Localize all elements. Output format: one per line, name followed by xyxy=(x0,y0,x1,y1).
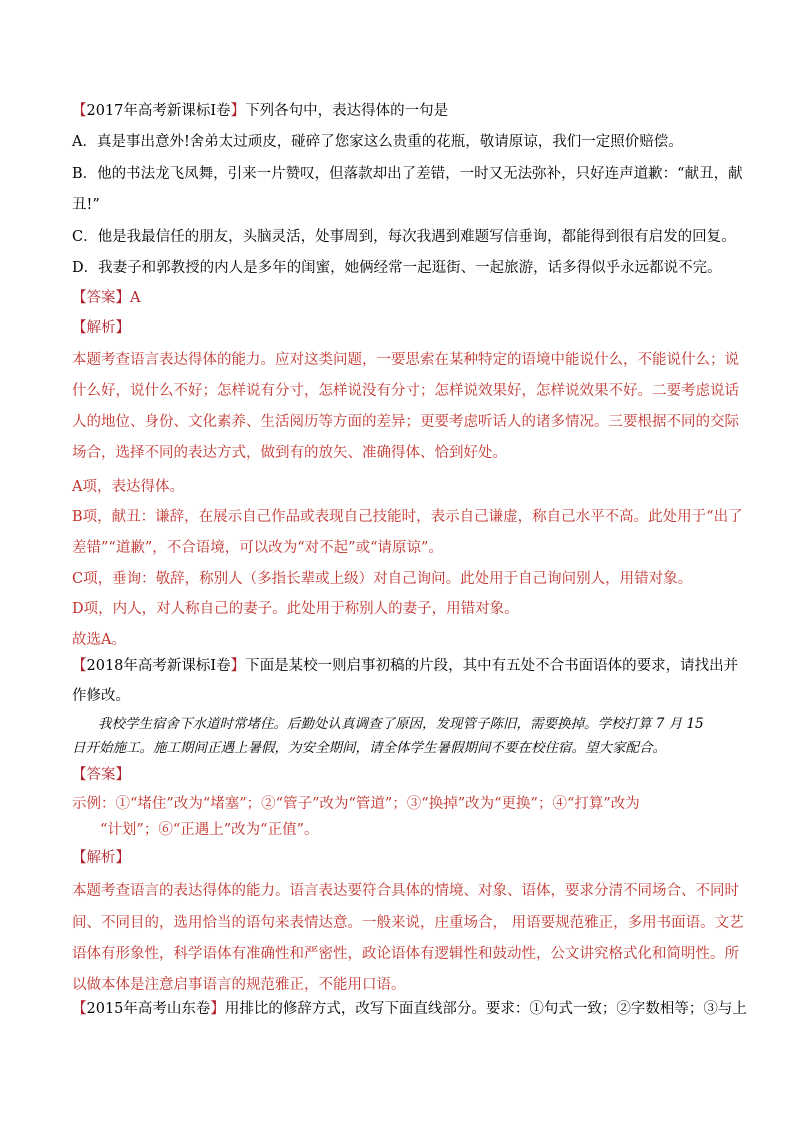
q2-notice-line-2: 日开始施工。施工期间正遇上暑假，为安全期间，请全体学生暑假期间不要在校住宿。望大家配合。 xyxy=(72,740,666,756)
q1-analysis-line-2: 什么好，说什么不好；怎样说有分寸，怎样说没有分寸；怎样说效果好，怎样说效果不好。二要考虑说话 xyxy=(72,383,739,399)
q2-source: 2018年高考新课标Ⅰ卷 xyxy=(86,658,231,674)
q1-option-b: B．他的书法龙飞凤舞，引来一片赞叹，但落款却出了差错，一时又无法弥补，只好连声道歉：“献丑，献 xyxy=(72,166,743,182)
q1-explain-b: B项，献丑：谦辞，在展示自己作品或表现自己技能时，表示自己谦虚，称自己水平不高。此处用于“出了 xyxy=(72,509,743,525)
q2-answer-label: 【答案】 xyxy=(72,767,130,783)
q1-explain-a: A项，表达得体。 xyxy=(72,479,184,495)
q1-explain-c: C项，垂询：敬辞，称别人（多指长辈或上级）对自己询问。此处用于自己询问别人，用错对象。 xyxy=(72,571,693,587)
q2-stem-line-2: 作修改。 xyxy=(72,688,130,704)
q1-header xyxy=(72,101,732,121)
q1-source-open: 【 xyxy=(72,103,87,119)
q1-stem: 下列各句中，表达得体的一句是 xyxy=(245,103,449,119)
q2-notice-line-1: 我校学生宿舍下水道时常堵住。后勤处认真调查了原因，发现管子陈旧，需要换掉。学校打算 7 月 15 xyxy=(98,716,704,732)
q2-answer-line-1: 示例：①“堵住”改为“堵塞”；②“管子”改为“管道”；③“换掉”改为“更换”；④“打算”改为 xyxy=(72,796,640,812)
q2-analysis-line-4: 以做本体是注意启事语言的规范雅正，不能用口语。 xyxy=(72,977,406,993)
q1-analysis-line-4: 场合，选择不同的表达方式，做到有的放矢、准确得体、恰到好处。 xyxy=(72,445,507,461)
q3-source-open: 【 xyxy=(72,1001,87,1017)
q1-option-a: A．真是事出意外!舍弟太过顽皮，碰碎了您家这么贵重的花瓶，敬请原谅，我们一定照价赔偿。 xyxy=(72,134,683,150)
q2-analysis-line-1: 本题考查语言的表达得体的能力。语言表达要符合具体的情境、对象、语体，要求分清不同场合、不同时 xyxy=(72,883,739,899)
q2-source-open: 【 xyxy=(72,658,87,674)
q1-answer-value: A xyxy=(130,290,141,306)
q1-option-b-cont: 丑!” xyxy=(72,197,100,213)
q1-conclusion: 故选A。 xyxy=(72,632,126,648)
q1-analysis-line-3: 人的地位、身份、文化素养、生活阅历等方面的差异；更要考虑听话人的诸多情况。三要根据不同的交际 xyxy=(72,414,739,430)
q1-analysis-line-1: 本题考查语言表达得体的能力。应对这类问题，一要思索在某种特定的语境中能说什么，不能说什么；说 xyxy=(72,352,739,368)
q3-stem: 用排比的修辞方式，改写下面直线部分。要求：①句式一致；②字数相等；③与上 xyxy=(224,1001,747,1017)
q2-stem-line-1: 下面是某校一则启事初稿的片段，其中有五处不合书面语体的要求，请找出并 xyxy=(245,658,739,674)
q1-explain-b-cont: 差错”“道歉”，不合语境，可以改为“对不起”或“请原谅”。 xyxy=(72,540,443,556)
q2-header xyxy=(72,656,739,676)
q2-analysis-line-2: 间、不同目的，选用恰当的语句来表情达意。一般来说，庄重场合， 用语要规范雅正，多用书面语。文艺 xyxy=(72,915,744,931)
q3-header xyxy=(72,999,747,1019)
q2-source-close: 】 xyxy=(230,658,246,674)
q3-source-close: 】 xyxy=(210,1001,225,1017)
q3-source: 2015年高考山东卷 xyxy=(86,1001,211,1017)
q1-answer xyxy=(72,288,732,308)
q1-explain-d: D项，内人，对人称自己的妻子。此处用于称别人的妻子，用错对象。 xyxy=(72,601,519,617)
q1-source: 2017年高考新课标Ⅰ卷 xyxy=(86,103,231,119)
q2-analysis-line-3: 语体有形象性，科学语体有准确性和严密性，政论语体有逻辑性和鼓动性，公文讲究格式化和简明性。所 xyxy=(72,946,739,962)
q1-answer-label: 【答案】 xyxy=(72,290,130,306)
q1-analysis-label: 【解析】 xyxy=(72,320,130,336)
q1-source-close: 】 xyxy=(230,103,246,119)
q2-answer-line-2: “计划”；⑥“正遇上”改为“正值”。 xyxy=(100,822,319,838)
q2-analysis-label: 【解析】 xyxy=(72,850,130,866)
q1-option-d: D．我妻子和郭教授的内人是多年的闺蜜，她俩经常一起逛街、一起旅游，话多得似乎永远都说不完。 xyxy=(72,260,722,276)
q1-option-c: C．他是我最信任的朋友，头脑灵活，处事周到，每次我遇到难题写信垂询，都能得到很有启发的回复。 xyxy=(72,229,736,245)
